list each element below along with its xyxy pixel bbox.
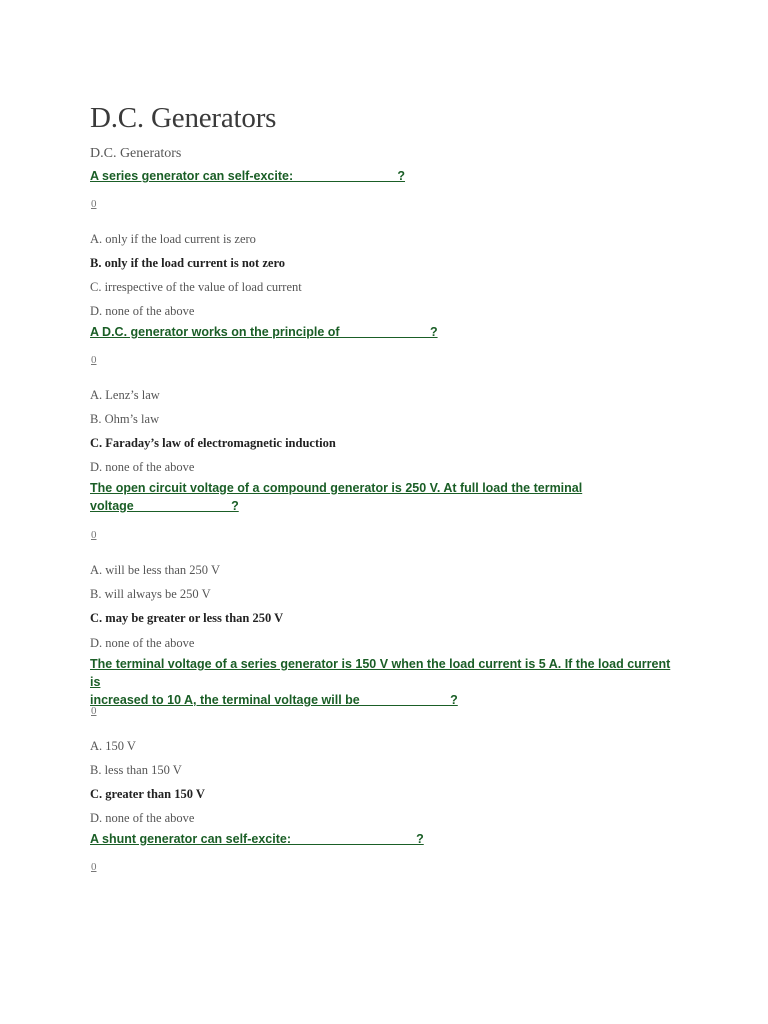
- q2-option-a: A. Lenz’s law: [90, 388, 160, 402]
- answer-count-2[interactable]: 0: [91, 354, 97, 366]
- q1-option-b: B. only if the load current is not zero: [90, 256, 286, 270]
- q2-option-d: D. none of the above: [90, 460, 195, 474]
- q3-option-d: D. none of the above: [90, 636, 195, 650]
- page-subtitle: D.C. Generators: [90, 146, 182, 161]
- q2-option-b: B. Ohm’s law: [90, 412, 160, 426]
- q4-option-a: A. 150 V: [90, 739, 136, 753]
- q1-option-c: C. irrespective of the value of load current: [90, 280, 302, 294]
- q4-option-d: D. none of the above: [90, 811, 195, 825]
- question-1[interactable]: A series generator can self-excite:_______________?: [90, 169, 406, 183]
- q1-option-a: A. only if the load current is zero: [90, 232, 256, 246]
- q4-option-c: C. greater than 150 V: [90, 787, 205, 801]
- question-4-line-2: increased to 10 A, the terminal voltage will be_____________?: [90, 693, 458, 707]
- answer-count-1[interactable]: 0: [91, 198, 97, 210]
- question-3-line-2: voltage______________?: [90, 499, 239, 513]
- question-4-line-1: The terminal voltage of a series generator is 150 V when the load current is 5 A. If the load current is: [90, 657, 671, 689]
- question-2[interactable]: A D.C. generator works on the principle of_____________?: [90, 325, 438, 339]
- question-4[interactable]: [90, 655, 680, 709]
- q2-option-c: C. Faraday’s law of electromagnetic induction: [90, 436, 336, 450]
- q3-option-a: A. will be less than 250 V: [90, 563, 220, 577]
- q3-option-b: B. will always be 250 V: [90, 587, 211, 601]
- answer-count-5[interactable]: 0: [91, 861, 97, 873]
- question-5[interactable]: A shunt generator can self-excite:__________________?: [90, 832, 424, 846]
- q3-option-c: C. may be greater or less than 250 V: [90, 611, 284, 625]
- page-title: D.C. Generators: [90, 102, 277, 134]
- answer-count-3[interactable]: 0: [91, 529, 97, 541]
- answer-count-4[interactable]: 0: [91, 705, 97, 717]
- question-3-line-1: The open circuit voltage of a compound generator is 250 V. At full load the terminal: [90, 481, 583, 495]
- question-3[interactable]: [90, 479, 680, 515]
- q4-option-b: B. less than 150 V: [90, 763, 182, 777]
- q1-option-d: D. none of the above: [90, 304, 195, 318]
